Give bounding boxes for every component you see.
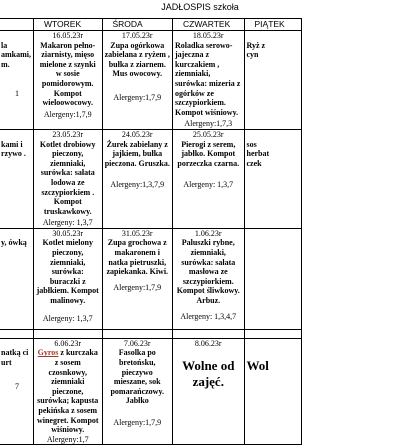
meal-cell (173, 31, 244, 130)
gyros-link[interactable]: Gyros (37, 348, 59, 358)
meal-description: Pierogi z serem, jabłko. Kompot porzeczka czarna. (177, 139, 240, 168)
week-row (0, 129, 302, 228)
week-row (0, 338, 302, 445)
meal-date: 18.05.23r (192, 31, 224, 40)
meal-allergens: Alergeny: 1,3,4,7 (180, 311, 237, 321)
week-separator (0, 329, 302, 338)
meal-description: Zupa grochowa z makaronem i natka pietruszki, zapiekanka. Kiwi. (106, 238, 169, 277)
header-thursday: CZWARTEK (173, 19, 244, 31)
meal-allergens: Alergeny: 1,3,7 (183, 180, 234, 190)
meal-description: Fasolka po bretońsku, pieczywo mieszane, sok pomarańczowy. Jabłko (110, 348, 165, 406)
separator-cell (102, 329, 173, 338)
meal-allergens: Alergeny:1,3,7,9 (110, 180, 165, 190)
meal-description: kami i rzywo . (1, 139, 26, 159)
page-title: JADŁOSPIS szkoła (161, 2, 239, 12)
header-friday: PIĄTEK (244, 19, 302, 31)
meal-cell (173, 338, 244, 445)
meal-cell (173, 228, 244, 329)
meal-cell (34, 31, 103, 130)
meal-description: la amkami, m. (1, 40, 31, 69)
meal-cell (102, 338, 173, 445)
meal-cell (0, 129, 34, 228)
meal-description: sos herbat czek (246, 139, 270, 168)
meal-date: 6.06.23r (54, 338, 82, 348)
meal-date: 25.05.23r (192, 129, 224, 139)
meal-description: Zupa ogórkowa zabielana z ryżem , bułka z ziarnem. Mus owocowy. (104, 40, 170, 79)
meal-cell (34, 228, 103, 329)
meal-allergens: 1 (15, 89, 19, 99)
meal-cell (102, 31, 173, 130)
meal-cell (34, 338, 103, 445)
week-row (0, 31, 302, 130)
meal-allergens: Alergeny:1,7,3 (184, 119, 233, 129)
header-wednesday: ŚRODA (102, 19, 173, 31)
meal-cell (34, 129, 103, 228)
meal-description-rest: z kurczaka z sosem czosnkowy, ziemniaki pieczone, surówka; kapusta pekińska z sosem winegret. Kompot wiśniowy. (36, 348, 99, 435)
header-row (0, 19, 302, 31)
meal-allergens: Alergeny:1,7,9 (113, 92, 162, 102)
meal-cell (244, 31, 302, 130)
header-tuesday: WTOREK (34, 19, 103, 31)
holiday-note: Wol (246, 358, 269, 374)
meal-allergens: Alergeny:1,7,9 (113, 418, 162, 428)
separator-cell (173, 329, 244, 338)
header-monday (0, 19, 34, 31)
meal-date: 24.05.23r (121, 129, 153, 139)
meal-date: 8.06.23r (194, 338, 222, 348)
meal-description: Kotlet drobiowy pieczony, ziemniaki, surówka: sałata lodowa ze szczypiorkiem . Kompot truskawkowy. (39, 139, 96, 216)
meal-cell (0, 338, 34, 445)
meal-cell (102, 228, 173, 329)
meal-date: 23.05.23r (52, 129, 84, 139)
meal-cell (244, 228, 302, 329)
meal-allergens: Alergeny:1,7 (46, 434, 89, 444)
week-row (0, 228, 302, 329)
meal-description: Ryż z cyn (246, 40, 266, 60)
meal-allergens: Alergeny: 1,3,7 (42, 218, 93, 228)
meal-description: Makaron pełno-ziarnisty, mięso mielone z szynki w sosie pomidorowym. Kompot wieloowocowy. (39, 40, 96, 108)
meal-date: 1.06.23r (194, 228, 222, 238)
meal-allergens: Alergeny: 1,3,7 (42, 313, 93, 323)
meal-description: Paluszki rybne, ziemniaki, surówka: sałata masłowa ze szczypiorkiem. Kompot śliwkowy. Arbuz. (176, 238, 240, 306)
meal-description (36, 348, 100, 434)
meal-date: 16.05.23r (52, 31, 84, 40)
separator-cell (0, 329, 34, 338)
meal-description: y, ówką (1, 238, 27, 248)
meal-cell (102, 129, 173, 228)
separator-cell (244, 329, 302, 338)
meal-date: 17.05.23r (121, 31, 153, 40)
meal-description: Żurek zabielany z jajkiem, bułka pieczona. Gruszka. (104, 139, 170, 168)
meal-cell (173, 129, 244, 228)
meal-description: natką ci urt (1, 348, 29, 368)
meal-cell (0, 31, 34, 130)
menu-table (0, 18, 302, 445)
meal-cell (244, 129, 302, 228)
meal-date: 7.06.23r (123, 338, 151, 348)
separator-cell (34, 329, 103, 338)
meal-allergens: Alergeny:1,7,9 (113, 282, 162, 292)
meal-cell (244, 338, 302, 445)
meal-description: Roladka serowo-jajeczna z kurczakiem , ziemniaki, surówka: mizeria z ogórków ze szczypiorkiem. Kompot wiśniowy. (175, 40, 241, 117)
meal-cell (0, 228, 34, 329)
meal-date: 31.05.23r (121, 228, 153, 238)
meal-allergens: Alergeny:1,7,9 (43, 109, 92, 119)
meal-description: Kotlet mielony pieczony, ziemniaki, surówka: buraczki z jabłkiem. Kompot malinowy. (36, 238, 99, 306)
meal-allergens: 7 (15, 381, 19, 391)
holiday-note: Wolne od zajęć. (182, 358, 235, 390)
meal-date: 30.05.23r (52, 228, 84, 238)
